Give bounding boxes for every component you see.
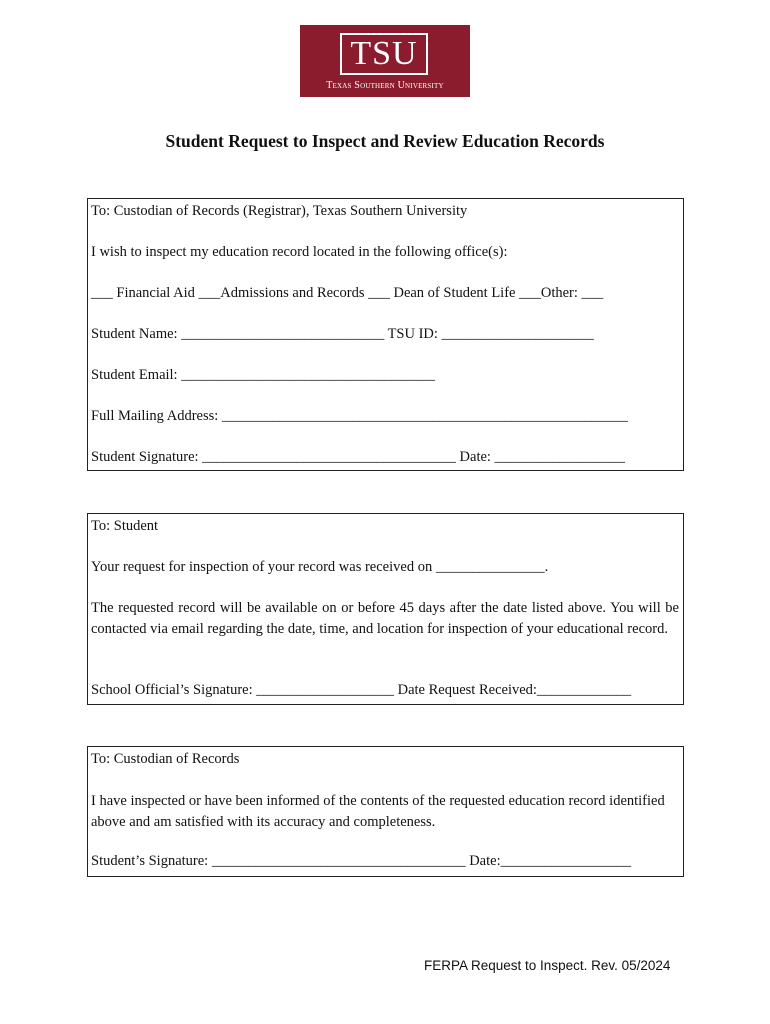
students-signature-date-field[interactable]: Student’s Signature: ___________________________________ Date:__________________ xyxy=(91,853,632,869)
custodian-confirmation-section xyxy=(87,746,684,877)
footer-revision: FERPA Request to Inspect. Rev. 05/2024 xyxy=(424,958,671,973)
student-name-id-field[interactable]: Student Name: ____________________________ TSU ID: _____________________ xyxy=(91,326,594,342)
mailing-address-field[interactable]: Full Mailing Address: ________________________________________________________ xyxy=(91,408,628,424)
tsu-logo xyxy=(300,25,470,97)
to-student-heading: To: Student xyxy=(91,518,159,534)
student-signature-date-field[interactable]: Student Signature: ___________________________________ Date: __________________ xyxy=(91,449,626,465)
office-options[interactable]: ___ Financial Aid ___Admissions and Records ___ Dean of Student Life ___Other: ___ xyxy=(91,285,604,301)
availability-text: The requested record will be available on or before 45 days after the date listed above. You will be contacted via email regarding the date, time, and location for inspection of your educational record. xyxy=(91,600,679,637)
to-custodian-heading: To: Custodian of Records xyxy=(91,751,240,767)
logo-subtitle: Texas Southern University xyxy=(326,80,444,91)
inspection-confirmation-text: I have inspected or have been informed of the contents of the requested education record identified above and am satisfied with its accuracy and completeness. xyxy=(91,793,665,830)
logo-main-text: TSU xyxy=(340,33,428,75)
official-signature-field[interactable]: School Official’s Signature: ___________________ Date Request Received:_____________ xyxy=(91,682,632,698)
page-title: Student Request to Inspect and Review Education Records xyxy=(165,131,605,151)
request-received-field[interactable]: Your request for inspection of your record was received on _______________. xyxy=(91,559,549,575)
student-request-section xyxy=(87,198,684,471)
to-student-section xyxy=(87,513,684,705)
student-email-field[interactable]: Student Email: ___________________________________ xyxy=(91,367,435,383)
inspect-wish-text: I wish to inspect my education record located in the following office(s): xyxy=(91,244,508,260)
to-custodian-registrar: To: Custodian of Records (Registrar), Texas Southern University xyxy=(91,203,468,219)
